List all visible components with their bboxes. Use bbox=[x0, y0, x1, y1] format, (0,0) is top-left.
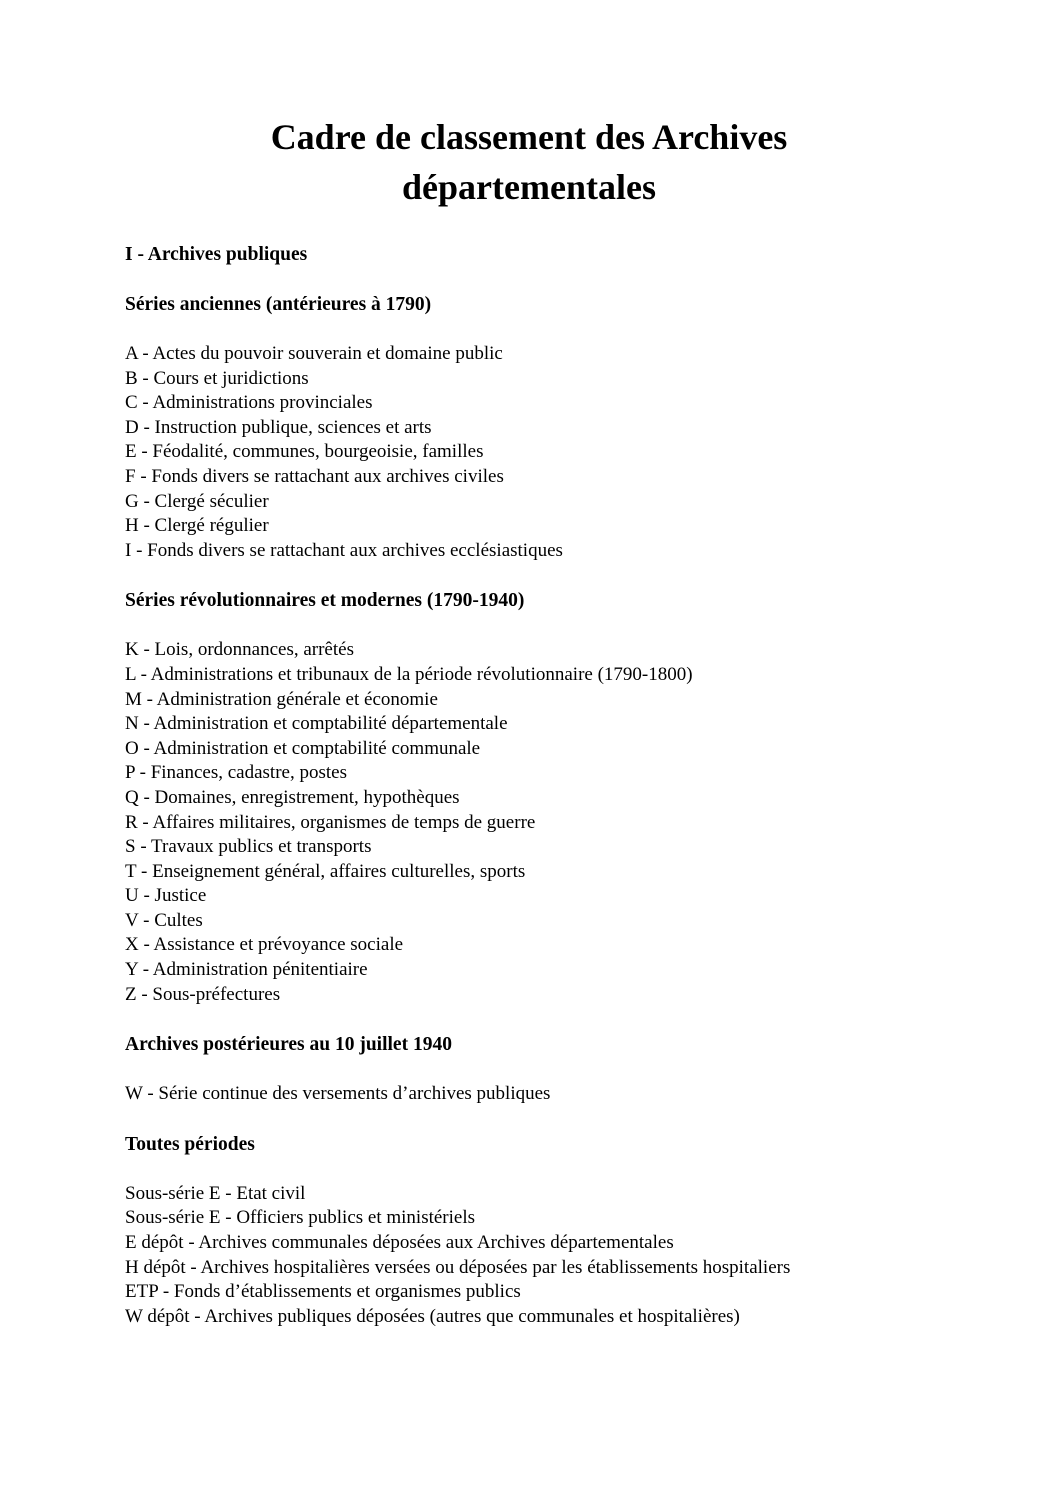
series-item-v: V - Cultes bbox=[125, 909, 203, 931]
list-series-revolutionnaires bbox=[125, 638, 933, 1007]
series-item-n: N - Administration et comptabilité départementale bbox=[125, 713, 508, 735]
series-item-x: X - Assistance et prévoyance sociale bbox=[125, 934, 404, 956]
series-item-f: F - Fonds divers se rattachant aux archives civiles bbox=[125, 465, 504, 487]
item-etp: ETP - Fonds d’établissements et organismes publics bbox=[125, 1281, 521, 1303]
series-item-y: Y - Administration pénitentiaire bbox=[125, 959, 368, 981]
series-item-c: C - Administrations provinciales bbox=[125, 392, 373, 414]
section-toutes-periodes bbox=[125, 1132, 933, 1157]
section-heading-series-revolutionnaires: Séries révolutionnaires et modernes (1790-1940) bbox=[125, 590, 525, 612]
series-item-o: O - Administration et comptabilité communale bbox=[125, 737, 481, 759]
series-item-z: Z - Sous-préfectures bbox=[125, 983, 281, 1005]
item-sous-serie-e-officiers: Sous-série E - Officiers publics et ministériels bbox=[125, 1207, 476, 1229]
item-w-depot: W dépôt - Archives publiques déposées (autres que communales et hospitalières) bbox=[125, 1305, 740, 1327]
series-item-h: H - Clergé régulier bbox=[125, 515, 269, 537]
series-item-l: L - Administrations et tribunaux de la période révolutionnaire (1790-1800) bbox=[125, 663, 693, 685]
section-heading-archives-publiques: I - Archives publiques bbox=[125, 244, 308, 265]
list-archives-posterieures bbox=[125, 1082, 933, 1107]
series-item-e: E - Féodalité, communes, bourgeoisie, familles bbox=[125, 441, 484, 463]
series-item-s: S - Travaux publics et transports bbox=[125, 836, 372, 858]
series-item-u: U - Justice bbox=[125, 885, 207, 907]
series-item-g: G - Clergé séculier bbox=[125, 490, 269, 512]
series-item-a: A - Actes du pouvoir souverain et domaine public bbox=[125, 343, 503, 364]
section-archives-posterieures bbox=[125, 1032, 933, 1057]
series-item-b: B - Cours et juridictions bbox=[125, 367, 309, 389]
item-h-depot: H dépôt - Archives hospitalières versées ou déposées par les établissements hospitaliers bbox=[125, 1256, 791, 1278]
series-item-w: W - Série continue des versements d’archives publiques bbox=[125, 1083, 551, 1105]
page-title: Cadre de classement des Archives départementales bbox=[270, 117, 788, 207]
series-item-p: P - Finances, cadastre, postes bbox=[125, 762, 347, 784]
series-item-q: Q - Domaines, enregistrement, hypothèques bbox=[125, 786, 460, 808]
series-item-k: K - Lois, ordonnances, arrêtés bbox=[125, 639, 354, 661]
section-series-anciennes bbox=[125, 292, 933, 317]
item-e-depot: E dépôt - Archives communales déposées aux Archives départementales bbox=[125, 1232, 674, 1254]
section-archives-publiques bbox=[125, 242, 933, 267]
section-heading-archives-posterieures: Archives postérieures au 10 juillet 1940 bbox=[125, 1034, 452, 1056]
section-series-revolutionnaires bbox=[125, 588, 933, 613]
section-heading-toutes-periodes: Toutes périodes bbox=[125, 1133, 255, 1155]
series-item-r: R - Affaires militaires, organismes de temps de guerre bbox=[125, 811, 536, 833]
series-item-t: T - Enseignement général, affaires culturelles, sports bbox=[125, 860, 526, 882]
series-item-m: M - Administration générale et économie bbox=[125, 688, 438, 710]
series-item-i: I - Fonds divers se rattachant aux archives ecclésiastiques bbox=[125, 539, 563, 561]
item-sous-serie-e-etat-civil: Sous-série E - Etat civil bbox=[125, 1182, 306, 1204]
list-toutes-periodes bbox=[125, 1182, 933, 1330]
series-item-d: D - Instruction publique, sciences et arts bbox=[125, 416, 432, 438]
list-series-anciennes bbox=[125, 342, 933, 563]
section-heading-series-anciennes: Séries anciennes (antérieures à 1790) bbox=[125, 294, 432, 315]
